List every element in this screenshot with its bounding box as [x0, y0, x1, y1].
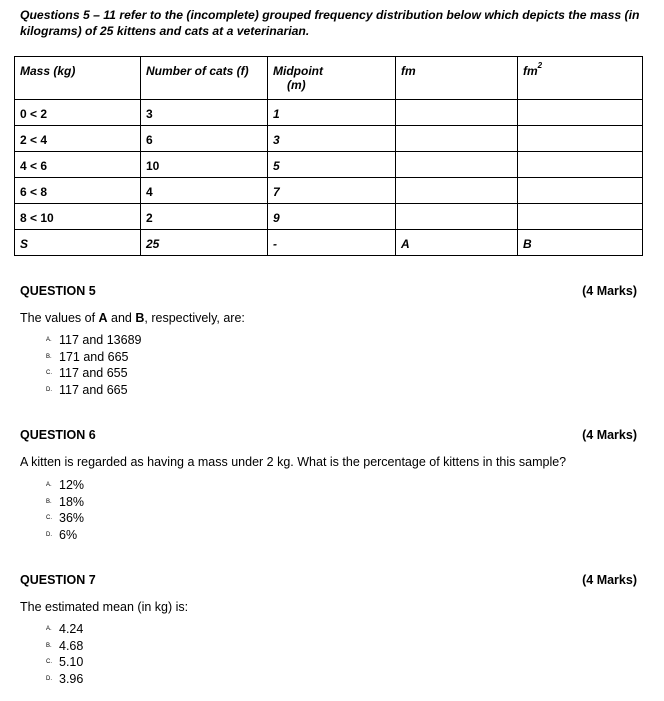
option-a[interactable]	[46, 477, 84, 494]
sum-fm: A	[396, 230, 518, 256]
option-text: 3.96	[59, 671, 84, 686]
option-letter: C.	[46, 370, 52, 377]
option-b[interactable]	[46, 494, 84, 511]
stem-text: , respectively, are:	[144, 311, 245, 325]
option-c[interactable]	[46, 510, 84, 527]
cell-mass: 6 < 8	[15, 178, 141, 204]
header-fm2-sup: 2	[537, 61, 543, 70]
option-text: 36%	[59, 511, 85, 525]
option-text: 4.68	[59, 638, 84, 653]
sum-label: S	[15, 230, 141, 256]
option-text: 171 and 665	[59, 349, 129, 364]
header-fm2-label: fm	[523, 64, 538, 78]
table-sum-row	[15, 230, 643, 256]
option-d[interactable]	[46, 382, 142, 399]
option-letter: B.	[46, 498, 52, 505]
option-text: 4.24	[59, 622, 84, 636]
table-row	[15, 178, 643, 204]
cell-fm	[396, 126, 518, 152]
cell-fm	[396, 152, 518, 178]
header-count: Number of cats (f)	[141, 57, 268, 100]
header-midpoint-label: Midpoint	[273, 64, 323, 78]
option-text: 117 and 655	[59, 366, 128, 380]
question-7-marks: (4 Marks)	[582, 573, 637, 587]
option-c[interactable]	[46, 654, 83, 671]
header-fm: fm	[396, 57, 518, 100]
option-letter: B.	[46, 642, 52, 649]
cell-mass: 8 < 10	[15, 204, 141, 230]
stem-text: The values of	[20, 311, 99, 325]
cell-fm	[396, 100, 518, 126]
intro-text: Questions 5 – 11 refer to the (incomplete) grouped frequency distribution below which depicts the mass (in kilograms) of 25 kittens and cats at a veterinarian.	[20, 8, 640, 38]
sum-fm2: B	[518, 230, 643, 256]
header-mass: Mass (kg)	[15, 57, 141, 100]
stem-b: B	[135, 311, 145, 325]
cell-mass: 2 < 4	[15, 126, 141, 152]
cell-fm2	[518, 100, 643, 126]
option-letter: D.	[46, 386, 52, 393]
question-6-marks: (4 Marks)	[582, 428, 637, 442]
option-text: 117 and 13689	[59, 333, 142, 347]
stem-text: and	[107, 311, 136, 325]
option-letter: D.	[46, 531, 52, 538]
option-a[interactable]	[46, 332, 142, 349]
option-letter: D.	[46, 675, 52, 682]
cell-fm2	[518, 178, 643, 204]
option-c[interactable]	[46, 365, 142, 382]
cell-frequency: 10	[141, 152, 268, 178]
cell-midpoint: 1	[268, 100, 396, 126]
cell-fm2	[518, 126, 643, 152]
question-5-stem	[20, 311, 245, 325]
cell-midpoint: 5	[268, 152, 396, 178]
option-a[interactable]	[46, 621, 83, 638]
sum-frequency: 25	[141, 230, 268, 256]
sum-midpoint: -	[268, 230, 396, 256]
question-6-title: QUESTION 6	[20, 428, 96, 442]
cell-fm	[396, 204, 518, 230]
question-5-title: QUESTION 5	[20, 284, 96, 298]
cell-frequency: 3	[141, 100, 268, 126]
stem-a: A	[98, 311, 108, 325]
table-row	[15, 100, 643, 126]
question-6-header	[20, 428, 637, 444]
cell-frequency: 2	[141, 204, 268, 230]
cell-fm	[396, 178, 518, 204]
question-7-header	[20, 573, 637, 589]
option-letter: A.	[46, 482, 52, 489]
cell-fm2	[518, 204, 643, 230]
cell-mass: 4 < 6	[15, 152, 141, 178]
table-row	[15, 204, 643, 230]
table-row	[15, 126, 643, 152]
option-text: 5.10	[59, 655, 84, 669]
option-text: 117 and 665	[59, 382, 128, 397]
cell-frequency: 4	[141, 178, 268, 204]
option-text: 12%	[59, 478, 85, 492]
header-midpoint-sub: (m)	[287, 78, 306, 92]
option-letter: A.	[46, 626, 52, 633]
header-fm2	[518, 57, 643, 100]
cell-frequency: 6	[141, 126, 268, 152]
option-letter: A.	[46, 337, 52, 344]
cell-midpoint: 7	[268, 178, 396, 204]
question-7-stem: The estimated mean (in kg) is:	[20, 600, 189, 614]
question-5-options	[46, 332, 142, 398]
option-b[interactable]	[46, 349, 142, 366]
cell-midpoint: 3	[268, 126, 396, 152]
question-6-options	[46, 477, 84, 543]
option-d[interactable]	[46, 671, 83, 688]
table-header-row	[15, 57, 643, 100]
option-b[interactable]	[46, 638, 83, 655]
question-7-options	[46, 621, 83, 687]
option-letter: C.	[46, 659, 52, 666]
question-6-stem: A kitten is regarded as having a mass under 2 kg. What is the percentage of kittens in this sample?	[20, 455, 567, 469]
option-letter: C.	[46, 515, 52, 522]
option-text: 18%	[59, 494, 85, 509]
option-text: 6%	[59, 527, 78, 542]
cell-mass: 0 < 2	[15, 100, 141, 126]
question-5-marks: (4 Marks)	[582, 284, 637, 298]
option-letter: B.	[46, 353, 52, 360]
cell-fm2	[518, 152, 643, 178]
question-5-header	[20, 284, 637, 300]
table-row	[15, 152, 643, 178]
question-7-title: QUESTION 7	[20, 573, 96, 587]
header-midpoint	[268, 57, 396, 100]
option-d[interactable]	[46, 527, 84, 544]
frequency-table	[14, 56, 643, 256]
cell-midpoint: 9	[268, 204, 396, 230]
